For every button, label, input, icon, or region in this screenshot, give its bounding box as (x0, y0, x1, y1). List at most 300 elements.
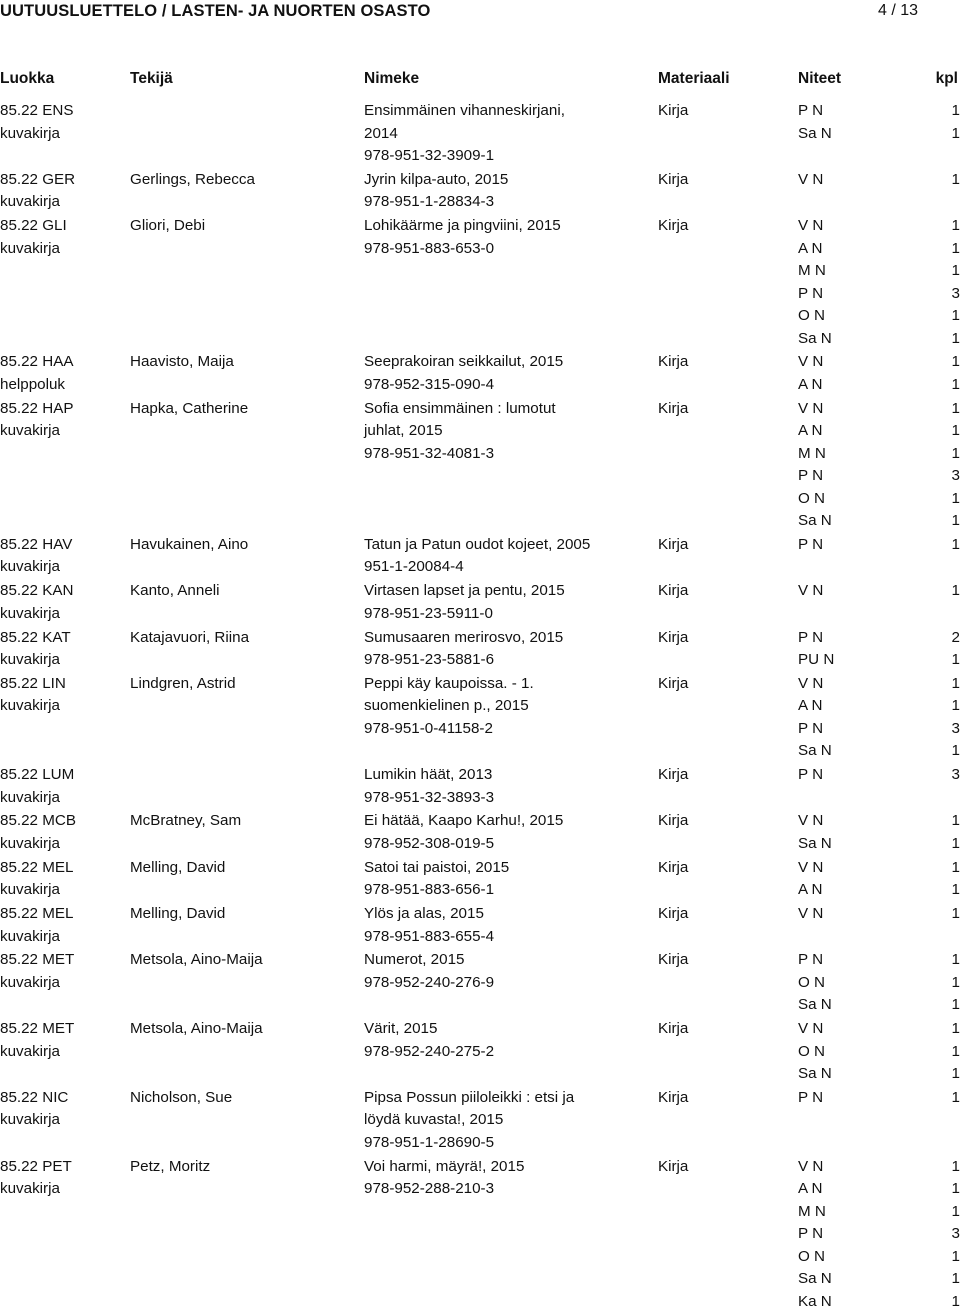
location-code: Sa N (798, 996, 832, 1014)
classification-line: 85.22 MET (0, 951, 75, 969)
copy-count: 1 (951, 124, 960, 142)
catalog-list (0, 100, 960, 1315)
title-line: 978-951-1-28834-3 (364, 193, 495, 211)
material (658, 1156, 688, 1179)
copy-count: 2 (951, 628, 960, 646)
copies-count (924, 534, 960, 557)
material (658, 534, 688, 557)
author (130, 810, 241, 833)
location-code: P N (798, 1225, 824, 1243)
copies-count (924, 1156, 960, 1314)
copy-count: 1 (951, 375, 960, 393)
author (130, 398, 248, 421)
classification-line: kuvakirja (0, 193, 60, 211)
copy-count: 1 (951, 1292, 960, 1310)
catalog-row (0, 169, 960, 215)
classification-line: 85.22 MEL (0, 905, 74, 923)
location-code: Sa N (798, 329, 832, 347)
title (364, 215, 561, 260)
copy-count: 1 (951, 444, 960, 462)
material (658, 673, 688, 696)
material-type: Kirja (658, 628, 689, 646)
header-niteet: Niteet (798, 70, 842, 87)
author (130, 580, 220, 603)
copy-count: 1 (951, 329, 960, 347)
title-line: 978-951-32-3893-3 (364, 788, 495, 806)
material-type: Kirja (658, 535, 689, 553)
title (364, 580, 565, 625)
copies-count (924, 810, 960, 855)
material-type: Kirja (658, 674, 689, 692)
author-name: Haavisto, Maija (130, 353, 234, 371)
location-code: O N (798, 1042, 826, 1060)
material (658, 810, 688, 833)
location-code: A N (798, 697, 823, 715)
copy-count: 3 (951, 766, 960, 784)
classification (0, 903, 73, 948)
classification-line: kuvakirja (0, 422, 60, 440)
copy-count: 1 (951, 996, 960, 1014)
copy-count: 3 (951, 1225, 960, 1243)
catalog-row (0, 580, 960, 626)
catalog-row (0, 903, 960, 949)
material-type: Kirja (658, 170, 689, 188)
catalog-row (0, 398, 960, 534)
title-line: Numerot, 2015 (364, 951, 465, 969)
catalog-row (0, 673, 960, 764)
location-code: Sa N (798, 1270, 832, 1288)
copies-location (798, 857, 823, 902)
location-code: A N (798, 422, 823, 440)
title-line: 978-952-315-090-4 (364, 375, 495, 393)
copy-count: 1 (951, 307, 960, 325)
material (658, 351, 688, 374)
copy-count: 1 (951, 239, 960, 257)
classification-line: kuvakirja (0, 1180, 60, 1198)
copies-count (924, 1018, 960, 1086)
classification (0, 351, 73, 396)
author-name: McBratney, Sam (130, 812, 242, 830)
location-code: PU N (798, 651, 835, 669)
page-title: UUTUUSLUETTELO / LASTEN- JA NUORTEN OSASTO (0, 2, 431, 20)
title (364, 534, 590, 579)
author (130, 627, 249, 650)
catalog-row (0, 215, 960, 351)
classification-line: helppoluk (0, 375, 66, 393)
page-number: 4 / 13 (877, 2, 918, 19)
location-code: P N (798, 628, 824, 646)
location-code: A N (798, 1180, 823, 1198)
copies-location (798, 810, 832, 855)
copies-count (924, 169, 960, 192)
author-name: Metsola, Aino-Maija (130, 951, 263, 969)
title-line: Ensimmäinen vihanneskirjani, (364, 102, 565, 119)
material (658, 215, 688, 238)
material-type: Kirja (658, 905, 689, 923)
copy-count: 1 (951, 217, 960, 235)
location-code: M N (798, 262, 826, 280)
catalog-row (0, 1156, 960, 1315)
author-name: Havukainen, Aino (130, 535, 249, 553)
material-type: Kirja (658, 102, 689, 119)
classification (0, 673, 66, 718)
copy-count: 1 (951, 834, 960, 852)
location-code: P N (798, 102, 824, 119)
copies-count (924, 580, 960, 603)
location-code: Sa N (798, 512, 832, 530)
header-materiaali: Materiaali (658, 70, 730, 87)
title-line: Sumusaaren merirosvo, 2015 (364, 628, 564, 646)
location-code: V N (798, 1157, 824, 1175)
classification-line: 85.22 GER (0, 170, 76, 188)
title (364, 627, 563, 672)
copy-count: 1 (951, 973, 960, 991)
material-type: Kirja (658, 217, 689, 235)
classification-line: 85.22 HAP (0, 399, 74, 417)
author (130, 534, 248, 557)
author-name: Petz, Moritz (130, 1157, 211, 1175)
classification-line: 85.22 MET (0, 1020, 75, 1038)
material (658, 764, 688, 787)
title-line: 978-952-240-276-9 (364, 973, 495, 991)
material (658, 100, 688, 123)
title-line: 978-951-32-3909-1 (364, 147, 495, 164)
classification-line: 85.22 KAT (0, 628, 71, 646)
author-name: Kanto, Anneli (130, 582, 220, 600)
copy-count: 1 (951, 1270, 960, 1288)
location-code: V N (798, 399, 824, 417)
author (130, 169, 255, 192)
copy-count: 1 (951, 1042, 960, 1060)
classification (0, 100, 73, 145)
location-code: P N (798, 951, 824, 969)
title (364, 764, 494, 809)
title (364, 351, 563, 396)
material-type: Kirja (658, 858, 689, 876)
title-line: 978-951-883-653-0 (364, 239, 495, 257)
classification (0, 857, 73, 902)
copy-count: 1 (951, 697, 960, 715)
title-line: Lohikäärme ja pingviini, 2015 (364, 217, 561, 235)
material-type: Kirja (658, 582, 689, 600)
classification-line: kuvakirja (0, 973, 60, 991)
copies-location (798, 351, 823, 396)
copy-count: 1 (951, 512, 960, 530)
title-line: 978-951-0-41158-2 (364, 719, 493, 737)
location-code: Sa N (798, 1065, 832, 1083)
copies-location (798, 903, 823, 926)
title-line: Lumikin häät, 2013 (364, 766, 493, 784)
title (364, 1087, 574, 1155)
location-code: Sa N (798, 834, 832, 852)
copies-location (798, 100, 832, 145)
classification-line: kuvakirja (0, 558, 60, 576)
header-luokka: Luokka (0, 70, 55, 87)
classification-line: 85.22 LIN (0, 674, 66, 692)
location-code: V N (798, 217, 824, 235)
location-code: O N (798, 1247, 826, 1265)
material (658, 903, 688, 926)
title (364, 810, 563, 855)
catalog-row (0, 534, 960, 580)
location-code: M N (798, 1202, 826, 1220)
title-line: suomenkielinen p., 2015 (364, 697, 529, 715)
copy-count: 1 (951, 422, 960, 440)
title-line: juhlat, 2015 (364, 422, 443, 440)
location-code: A N (798, 375, 823, 393)
title-line: 978-951-23-5881-6 (364, 651, 495, 669)
title-line: Virtasen lapset ja pentu, 2015 (364, 582, 565, 600)
copy-count: 1 (951, 1065, 960, 1083)
material-type: Kirja (658, 1020, 689, 1038)
classification (0, 398, 73, 443)
copy-count: 1 (951, 1020, 960, 1038)
title-line: Ei hätää, Kaapo Karhu!, 2015 (364, 812, 564, 830)
catalog-row (0, 810, 960, 856)
title-line: Satoi tai paistoi, 2015 (364, 858, 510, 876)
material (658, 580, 688, 603)
material-type: Kirja (658, 1157, 689, 1175)
copy-count: 1 (951, 742, 960, 760)
copies-location (798, 627, 834, 672)
title-line: 951-1-20084-4 (364, 558, 464, 576)
author (130, 1156, 210, 1179)
header-nimeke: Nimeke (364, 70, 420, 87)
copy-count: 1 (951, 1088, 960, 1106)
title-line: 978-951-883-656-1 (364, 881, 495, 899)
title (364, 857, 509, 902)
header-tekija: Tekijä (130, 70, 173, 87)
material (658, 1018, 688, 1041)
copy-count: 1 (951, 262, 960, 280)
material (658, 169, 688, 192)
title-line: löydä kuvasta!, 2015 (364, 1111, 504, 1129)
author (130, 949, 263, 972)
author (130, 903, 225, 926)
title-line: Tatun ja Patun oudot kojeet, 2005 (364, 535, 591, 553)
title (364, 949, 494, 994)
classification-line: 85.22 LUM (0, 766, 75, 784)
location-code: V N (798, 170, 824, 188)
classification-line: kuvakirja (0, 1042, 60, 1060)
author-name: Gliori, Debi (130, 217, 206, 235)
title-line: Värit, 2015 (364, 1020, 438, 1038)
location-code: P N (798, 766, 824, 784)
copies-location (798, 398, 832, 533)
copies-location (798, 673, 832, 763)
title-line: 978-951-32-4081-3 (364, 444, 495, 462)
title-line: 978-951-1-28690-5 (364, 1133, 495, 1151)
classification-line: kuvakirja (0, 1111, 60, 1129)
classification-line: kuvakirja (0, 604, 60, 622)
copy-count: 1 (951, 489, 960, 507)
location-code: V N (798, 905, 824, 923)
material (658, 398, 688, 421)
classification (0, 534, 72, 579)
author (130, 1018, 263, 1041)
location-code: V N (798, 1020, 824, 1038)
copies-location (798, 169, 823, 192)
classification-line: 85.22 MCB (0, 812, 76, 830)
author (130, 857, 225, 880)
title (364, 398, 556, 466)
classification-line: 85.22 MEL (0, 858, 74, 876)
title-line: Voi harmi, mäyrä!, 2015 (364, 1157, 525, 1175)
author-name: Katajavuori, Riina (130, 628, 250, 646)
classification (0, 169, 75, 214)
copy-count: 1 (951, 170, 960, 188)
title (364, 1156, 524, 1201)
copy-count: 1 (951, 353, 960, 371)
material-type: Kirja (658, 1088, 689, 1106)
classification-line: 85.22 NIC (0, 1088, 69, 1106)
location-code: A N (798, 881, 823, 899)
catalog-row (0, 857, 960, 903)
classification-line: 85.22 HAA (0, 353, 74, 371)
copy-count: 1 (951, 951, 960, 969)
classification (0, 215, 67, 260)
classification (0, 1087, 68, 1132)
classification-line: kuvakirja (0, 239, 60, 257)
copies-location (798, 1087, 823, 1110)
title-line: Sofia ensimmäinen : lumotut (364, 399, 556, 417)
table-header (0, 68, 960, 90)
copy-count: 1 (951, 905, 960, 923)
classification (0, 580, 73, 625)
location-code: P N (798, 535, 824, 553)
copy-count: 1 (951, 858, 960, 876)
copies-count (924, 351, 960, 396)
material-type: Kirja (658, 766, 689, 784)
classification (0, 627, 71, 672)
copies-location (798, 215, 832, 350)
copies-count (924, 857, 960, 902)
copies-location (798, 1156, 832, 1314)
copy-count: 1 (951, 1180, 960, 1198)
title-line: 978-952-288-210-3 (364, 1180, 495, 1198)
author (130, 1087, 232, 1110)
title-line: 978-951-883-655-4 (364, 927, 495, 945)
classification (0, 1018, 74, 1063)
material (658, 857, 688, 880)
author-name: Nicholson, Sue (130, 1088, 233, 1106)
title (364, 673, 534, 741)
classification (0, 810, 76, 855)
title-line: Ylös ja alas, 2015 (364, 905, 484, 923)
location-code: V N (798, 582, 824, 600)
material (658, 1087, 688, 1110)
title (364, 100, 565, 168)
title-line: Seeprakoiran seikkailut, 2015 (364, 353, 564, 371)
copies-location (798, 534, 823, 557)
author-name: Metsola, Aino-Maija (130, 1020, 263, 1038)
title-line: Pipsa Possun piiloleikki : etsi ja (364, 1088, 575, 1106)
title (364, 169, 508, 214)
location-code: O N (798, 307, 826, 325)
classification-line: kuvakirja (0, 834, 60, 852)
title-line: 978-952-240-275-2 (364, 1042, 495, 1060)
copies-count (924, 764, 960, 787)
title (364, 1018, 494, 1063)
classification-line: 85.22 PET (0, 1157, 72, 1175)
copies-count (924, 627, 960, 672)
author (130, 351, 234, 374)
copy-count: 3 (951, 284, 960, 302)
copy-count: 1 (951, 399, 960, 417)
material-type: Kirja (658, 353, 689, 371)
copy-count: 1 (951, 535, 960, 553)
material (658, 949, 688, 972)
copy-count: 1 (951, 102, 960, 119)
classification (0, 949, 74, 994)
classification-line: kuvakirja (0, 927, 60, 945)
copies-count (924, 903, 960, 926)
location-code: O N (798, 973, 826, 991)
location-code: P N (798, 284, 824, 302)
copies-count (924, 215, 960, 350)
copy-count: 1 (951, 674, 960, 692)
catalog-row (0, 627, 960, 673)
classification-line: 85.22 KAN (0, 582, 74, 600)
copy-count: 1 (951, 881, 960, 899)
copy-count: 3 (951, 467, 960, 485)
material-type: Kirja (658, 951, 689, 969)
author-name: Melling, David (130, 905, 226, 923)
author-name: Hapka, Catherine (130, 399, 249, 417)
title (364, 903, 494, 948)
location-code: O N (798, 489, 826, 507)
copies-location (798, 949, 832, 1017)
author-name: Gerlings, Rebecca (130, 170, 255, 188)
author (130, 673, 236, 696)
location-code: P N (798, 719, 824, 737)
material-type: Kirja (658, 399, 689, 417)
catalog-row (0, 351, 960, 397)
classification-line: 85.22 GLI (0, 217, 67, 235)
location-code: V N (798, 674, 824, 692)
copies-count (924, 949, 960, 1017)
location-code: V N (798, 353, 824, 371)
classification-line: kuvakirja (0, 124, 60, 142)
author-name: Melling, David (130, 858, 226, 876)
copy-count: 1 (951, 582, 960, 600)
location-code: Sa N (798, 124, 832, 142)
title-line: 2014 (364, 124, 398, 142)
catalog-row (0, 100, 960, 169)
location-code: M N (798, 444, 826, 462)
header-kpl: kpl (935, 70, 958, 87)
location-code: P N (798, 1088, 824, 1106)
catalog-row (0, 764, 960, 810)
copies-count (924, 398, 960, 533)
classification (0, 764, 74, 809)
classification-line: 85.22 ENS (0, 102, 74, 119)
location-code: A N (798, 239, 823, 257)
author (130, 215, 205, 238)
title-line: 978-951-23-5911-0 (364, 604, 493, 622)
copies-count (924, 1087, 960, 1110)
location-code: V N (798, 812, 824, 830)
author-name: Lindgren, Astrid (130, 674, 236, 692)
location-code: Ka N (798, 1292, 832, 1310)
copies-count (924, 673, 960, 763)
location-code: P N (798, 467, 824, 485)
copy-count: 1 (951, 651, 960, 669)
material-type: Kirja (658, 812, 689, 830)
copy-count: 1 (951, 1202, 960, 1220)
copies-location (798, 580, 823, 603)
classification-line: kuvakirja (0, 697, 60, 715)
